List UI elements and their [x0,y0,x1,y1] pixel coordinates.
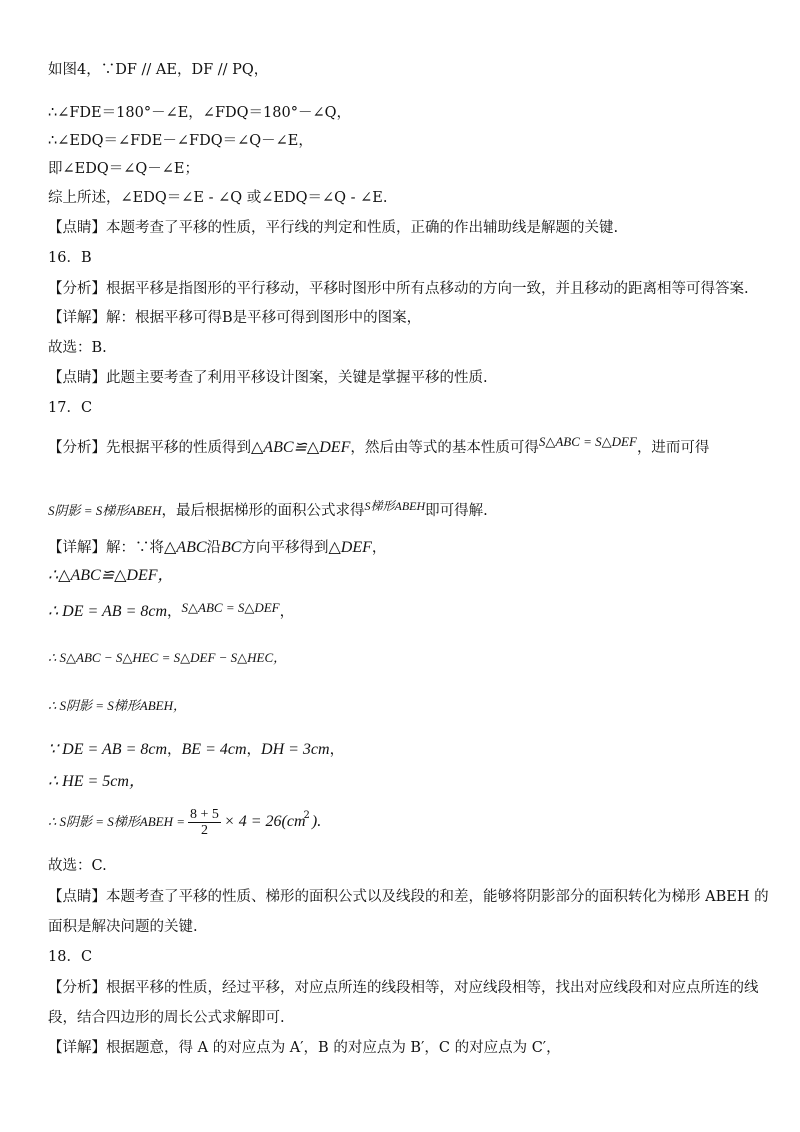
question-number: 18．C [48,949,93,965]
math-line [48,806,760,842]
text-segment: 沿 [206,540,222,556]
math-line: ∴△ABC≌△DEF， [48,567,174,584]
text-segment: ，然后由等式的基本性质可得 [350,440,539,456]
math-equation: ∴ S阴影 = S梯形ABEH = [48,814,186,829]
math-line: ∴ HE = 5cm， [48,773,145,790]
math-trapezoid-area: S梯形ABEH [364,499,426,513]
superscript: 2 [303,810,310,821]
math-triangle: △ABC [164,539,207,556]
text-line: 综上所述，∠EDQ＝∠E - ∠Q 或∠EDQ＝∠Q - ∠E. [48,190,388,206]
text-line: 【详解】根据题意，得 A 的对应点为 A′，B 的对应点为 B′，C 的对应点为 C′， [48,1040,561,1056]
text-line: 【分析】根据平移的性质，经过平移，对应点所连的线段相等，对应线段相等，找出对应线段和对应点所连的线 [48,980,759,996]
text-line: 故选：B. [48,340,107,356]
text-line: ∴∠FDE＝180°－∠E，∠FDQ＝180°－∠Q， [48,105,351,121]
text-segment: 【分析】先根据平移的性质得到 [48,440,251,456]
text-line: 【详解】解：根据平移可得B是平移可得到图形中的图案， [48,310,422,326]
math-area-equation: S△ABC = S△DEF [181,600,280,615]
text-line: 面积是解决问题的关键. [48,919,198,935]
text-line: 如图4，∵DF // AE，DF // PQ， [48,62,269,78]
text-line: 【点睛】此题主要考查了利用平移设计图案，关键是掌握平移的性质. [48,370,488,386]
math-equation: DH = 3cm [261,741,330,758]
math-segment: BC [221,539,242,556]
text-segment: ，最后根据梯形的面积公式求得 [161,503,365,519]
math-line [48,598,760,622]
math-equation: ∵ DE = AB = 8cm [48,741,168,758]
math-line: ∴ S△ABC − S△HEC = S△DEF − S△HEC， [48,650,287,665]
text-line: 段，结合四边形的周长公式求解即可. [48,1010,285,1026]
text-line: 【点睛】本题考查了平移的性质、梯形的面积公式以及线段的和差，能够将阴影部分的面积转化为梯形 ABEH 的 [48,889,769,905]
math-line: ∴ S阴影 = S梯形ABEH， [48,698,187,713]
math-shadow-area: S阴影 = S梯形ABEH [48,503,162,518]
text-segment: ， [246,742,262,758]
detail-line [48,538,760,558]
fraction-numerator: 8 + 5 [190,806,219,822]
text-segment: ，进而可得 [636,440,710,456]
math-congruence: △ABC≌△DEF [251,439,351,456]
text-segment: 即可得解. [425,503,488,519]
text-line: 【分析】根据平移是指图形的平行移动，平移时图形中所有点移动的方向一致，并且移动的距离相等可得答案. [48,281,749,297]
text-segment: ， [371,540,387,556]
text-line: 【点睛】本题考查了平移的性质，平行线的判定和性质，正确的作出辅助线是解题的关键. [48,220,619,236]
math-equation: BE = 4cm [181,741,247,758]
text-segment: ， [167,742,182,758]
analysis-line [48,432,760,458]
text-segment: ， [167,604,182,620]
question-number: 17．C [48,400,93,416]
math-line [48,740,760,760]
fraction [188,807,221,838]
text-segment: 方向平移得到 [241,540,329,556]
text-line: 故选：C. [48,858,107,874]
math-equation: × 4 = 26(cm [223,813,306,830]
text-segment: 【详解】解：∵将 [48,540,164,556]
text-line: ∴∠EDQ＝∠FDE－∠FDQ＝∠Q－∠E， [48,133,313,149]
analysis-line [48,496,760,521]
question-number: 16．B [48,250,92,266]
math-equation: ∴ DE = AB = 8cm [48,603,168,620]
text-segment: ， [329,742,345,758]
math-triangle: △DEF [328,539,372,556]
text-segment: ， [279,604,295,620]
text-line: 即∠EDQ＝∠Q－∠E； [48,161,200,177]
math-area-equation: S△ABC = S△DEF [538,434,637,449]
math-equation: ). [311,813,322,830]
fraction-denominator: 2 [200,822,208,838]
